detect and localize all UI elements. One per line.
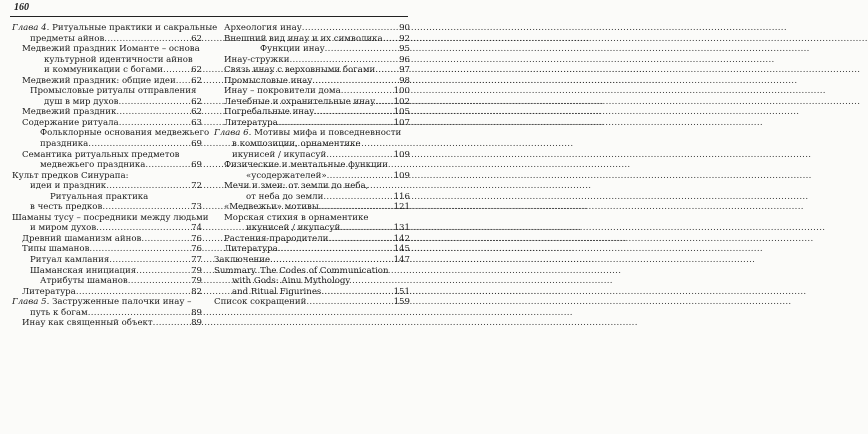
toc-entry[interactable] bbox=[12, 118, 202, 129]
toc-page-number: 89 bbox=[191, 318, 202, 329]
toc-entry-title: Ритуал камлания bbox=[30, 255, 110, 266]
leader-dots bbox=[88, 308, 190, 319]
toc-entry-title: Связь инау с верховными богами bbox=[224, 65, 376, 76]
toc-entry-line bbox=[12, 287, 202, 298]
toc-page-number: 76 bbox=[191, 244, 202, 255]
toc-entry-line bbox=[12, 34, 202, 45]
leader-dots bbox=[141, 234, 190, 245]
toc-entry-title: Медвежий праздник bbox=[22, 107, 117, 118]
toc-entry[interactable] bbox=[12, 255, 202, 266]
toc-entry-title: идеи и праздник bbox=[30, 181, 107, 192]
toc-entry[interactable] bbox=[12, 150, 202, 171]
toc-entry-line bbox=[214, 244, 410, 255]
toc-page-number: 76 bbox=[191, 233, 202, 244]
toc-page-number: 69 bbox=[191, 139, 202, 150]
toc-entry-title: Инау-стружки bbox=[224, 54, 290, 65]
leader-dots bbox=[340, 223, 392, 234]
toc-entry[interactable] bbox=[214, 128, 410, 160]
toc-page-number: 100 bbox=[393, 86, 410, 97]
toc-entry-title: в честь предков bbox=[30, 202, 103, 213]
toc-page-number: 131 bbox=[393, 223, 410, 234]
toc-entry[interactable] bbox=[214, 97, 410, 108]
toc-page-number: 97 bbox=[399, 65, 410, 76]
leader-dots bbox=[312, 76, 398, 87]
toc-entry[interactable] bbox=[214, 255, 410, 266]
toc-entry-line: Мечи и змеи: от земли до неба, bbox=[224, 181, 369, 192]
toc-entry-line bbox=[12, 97, 202, 108]
toc-entry-title: Список сокращений bbox=[214, 297, 307, 308]
toc-entry-line bbox=[12, 234, 202, 245]
leader-dots bbox=[323, 192, 392, 203]
toc-entry-line bbox=[214, 255, 410, 266]
leader-dots bbox=[116, 107, 190, 118]
toc-entry-title: душ в мир духов bbox=[44, 96, 119, 107]
leader-dots bbox=[375, 65, 398, 76]
leader-dots bbox=[278, 118, 393, 129]
header-rule bbox=[10, 16, 408, 17]
leader-dots bbox=[119, 118, 190, 129]
toc-entry-line bbox=[12, 118, 202, 129]
toc-entry[interactable] bbox=[12, 128, 210, 150]
toc-entry-line: Промысловые ритуалы отправления bbox=[30, 86, 197, 97]
toc-entry-line: Физические и ментальные функции bbox=[224, 160, 388, 171]
toc-entry-line bbox=[12, 160, 202, 171]
toc-entry-title: Археология инау bbox=[224, 23, 302, 33]
toc-page-number: 109 bbox=[393, 170, 410, 181]
toc-entry-line bbox=[214, 223, 410, 234]
toc-entry-line bbox=[12, 202, 202, 213]
toc-entry[interactable] bbox=[214, 86, 410, 97]
chapter-label: Глава 6. bbox=[214, 128, 252, 139]
toc-entry[interactable] bbox=[12, 107, 202, 118]
toc-entry-line: Глава 4. Ритуальные практики и сакральные bbox=[12, 23, 218, 33]
toc-page-number: 72 bbox=[191, 181, 202, 192]
leader-dots bbox=[306, 297, 392, 308]
toc-entry-line: Фольклорные основания медвежьего bbox=[40, 128, 210, 139]
toc-entry-line bbox=[214, 65, 410, 76]
leader-dots bbox=[145, 160, 190, 171]
leader-dots bbox=[326, 150, 392, 161]
leader-dots bbox=[341, 86, 393, 97]
toc-entry-title: предметы айнов bbox=[30, 33, 105, 44]
toc-entry[interactable] bbox=[12, 266, 202, 277]
toc-entry-line bbox=[12, 276, 202, 287]
toc-entry-line bbox=[214, 234, 410, 245]
toc-entry-line bbox=[214, 202, 410, 213]
toc-entry[interactable] bbox=[214, 65, 410, 76]
toc-entry-title: путь к богам bbox=[30, 307, 88, 318]
page-number: 160 bbox=[14, 2, 29, 13]
toc-entry-line bbox=[214, 297, 410, 308]
toc-entry-title: Типы шаманов bbox=[22, 244, 90, 255]
toc-entry-line bbox=[214, 171, 410, 182]
toc-entry-title: Растения-прародители bbox=[224, 233, 329, 244]
toc-page-number: 73 bbox=[191, 202, 202, 213]
toc-page-number: 107 bbox=[393, 117, 410, 128]
toc-entry[interactable] bbox=[214, 181, 410, 202]
toc-entry-title: «усодержателей» bbox=[246, 170, 327, 181]
toc-page-number: 69 bbox=[191, 160, 202, 171]
chapter-label: Глава 4. bbox=[12, 23, 50, 33]
toc-entry-line bbox=[12, 76, 202, 87]
toc-page-number: 121 bbox=[393, 202, 410, 213]
leader-dots bbox=[128, 276, 190, 287]
toc-entry-line bbox=[214, 107, 410, 118]
toc-entry-title: Инау – покровители дома bbox=[224, 86, 341, 97]
toc-page-number: 102 bbox=[393, 96, 410, 107]
toc-entry[interactable] bbox=[214, 118, 410, 129]
toc-entry-line bbox=[214, 287, 410, 298]
leader-dots bbox=[314, 107, 392, 118]
toc-page-number: 105 bbox=[393, 107, 410, 118]
toc-page-number: 159 bbox=[393, 297, 410, 308]
toc-page-number: 95 bbox=[399, 44, 410, 55]
toc-entry-line bbox=[214, 23, 410, 34]
chapter-label: Глава 5. bbox=[12, 297, 50, 308]
toc-page-number: 77 bbox=[191, 255, 202, 266]
toc-page-number: 151 bbox=[393, 286, 410, 297]
toc-page bbox=[0, 0, 416, 434]
toc-page-number: 98 bbox=[399, 75, 410, 86]
toc-entry[interactable] bbox=[214, 297, 410, 308]
toc-entry-title: Атрибуты шаманов bbox=[40, 276, 128, 287]
toc-page-number: 96 bbox=[399, 54, 410, 65]
toc-entry[interactable] bbox=[12, 287, 202, 298]
toc-entry-line: Культ предков Синурапа: bbox=[12, 170, 129, 181]
toc-entry[interactable] bbox=[214, 76, 410, 87]
leader-dots bbox=[176, 76, 190, 87]
toc-entry-title: Литература bbox=[224, 117, 278, 128]
toc-entry-title: Погребальные инау bbox=[224, 107, 315, 118]
toc-column-right bbox=[214, 23, 410, 308]
leader-dots bbox=[328, 234, 392, 245]
toc-entry-title: Медвежий праздник: общие идеи bbox=[22, 75, 176, 86]
toc-entry[interactable] bbox=[12, 234, 202, 245]
toc-entry-line: Глава 5. Заструженные палочки инау – bbox=[12, 297, 192, 308]
toc-page-number: 62 bbox=[191, 75, 202, 86]
toc-entry[interactable] bbox=[12, 297, 202, 318]
toc-page-number: 90 bbox=[399, 23, 410, 33]
toc-entry-title: Лечебные и охранительные инау bbox=[224, 96, 376, 107]
toc-entry-line bbox=[12, 107, 202, 118]
toc-entry[interactable] bbox=[214, 202, 410, 213]
leader-dots bbox=[325, 44, 398, 55]
leader-dots bbox=[383, 34, 398, 45]
toc-entry-line bbox=[12, 65, 202, 76]
toc-entry-line bbox=[214, 55, 410, 66]
toc-entry[interactable] bbox=[214, 266, 410, 298]
toc-entry-line: Summary. The Codes of Communication bbox=[214, 265, 389, 276]
toc-entry-title: Литература bbox=[224, 244, 278, 255]
toc-page-number: 62 bbox=[191, 65, 202, 76]
toc-entry-title: Заключение bbox=[214, 255, 271, 266]
toc-entry[interactable] bbox=[12, 23, 218, 44]
toc-entry-line bbox=[214, 86, 410, 97]
toc-entry-line: Глава 6. Мотивы мифа и повседневности bbox=[214, 128, 402, 139]
toc-entry-title: and Ritual Figurines bbox=[232, 286, 322, 297]
toc-page-number: 62 bbox=[191, 107, 202, 118]
toc-entry-title: Шаманская инициация bbox=[30, 265, 137, 276]
toc-entry-title: праздника bbox=[40, 139, 89, 150]
toc-page-number: 147 bbox=[393, 255, 410, 266]
toc-entry-line bbox=[12, 223, 202, 234]
toc-entry[interactable] bbox=[214, 160, 410, 181]
toc-entry-title: Внешний вид инау и их символика bbox=[224, 33, 383, 44]
toc-entry[interactable] bbox=[214, 234, 410, 245]
toc-entry[interactable] bbox=[12, 171, 202, 192]
leader-dots bbox=[375, 97, 392, 108]
toc-page-number: 79 bbox=[191, 276, 202, 287]
toc-page-number: 92 bbox=[399, 33, 410, 44]
toc-entry-line: Семантика ритуальных предметов bbox=[22, 149, 180, 160]
leader-dots bbox=[278, 244, 393, 255]
toc-entry-line: Морская стихия в орнаментике bbox=[224, 212, 369, 223]
toc-entry-line: в композиции, орнаментике bbox=[232, 139, 361, 150]
toc-entry-line bbox=[12, 308, 202, 319]
toc-page-number: 116 bbox=[393, 191, 410, 202]
leader-dots bbox=[88, 139, 190, 150]
toc-page-number: 89 bbox=[191, 307, 202, 318]
toc-entry-title: Литература bbox=[22, 286, 76, 297]
toc-entry-title: и коммуникации с богами bbox=[44, 65, 164, 76]
toc-entry[interactable] bbox=[214, 107, 410, 118]
leader-dots bbox=[104, 34, 190, 45]
leader-dots bbox=[102, 202, 190, 213]
toc-entry[interactable] bbox=[214, 23, 410, 34]
leader-dots bbox=[136, 266, 190, 277]
leader-dots bbox=[119, 97, 191, 108]
toc-page-number: 82 bbox=[191, 286, 202, 297]
toc-entry[interactable] bbox=[12, 76, 202, 87]
leader-dots bbox=[302, 23, 398, 34]
toc-entry-line bbox=[214, 76, 410, 87]
toc-entry-title: Промысловые инау bbox=[224, 75, 313, 86]
toc-entry-line bbox=[214, 118, 410, 129]
toc-entry-line bbox=[12, 318, 202, 329]
leader-dots bbox=[321, 287, 392, 298]
leader-dots bbox=[319, 202, 393, 213]
toc-entry-line: Медвежий праздник Иоманте – основа bbox=[22, 44, 200, 55]
toc-entry[interactable] bbox=[12, 44, 202, 76]
toc-entry-line bbox=[12, 181, 202, 192]
leader-dots bbox=[153, 318, 190, 329]
toc-entry-line bbox=[12, 255, 202, 266]
toc-column-left bbox=[12, 23, 218, 329]
toc-entry-title: Инау как священный объект bbox=[22, 318, 153, 329]
toc-entry-title: Функции инау bbox=[260, 44, 325, 55]
toc-entry-line bbox=[12, 266, 202, 277]
toc-entry[interactable] bbox=[214, 244, 410, 255]
toc-entry[interactable] bbox=[214, 55, 410, 66]
toc-page-number: 62 bbox=[191, 96, 202, 107]
toc-entry-line bbox=[214, 44, 410, 55]
toc-entry-title: «Медвежьи» мотивы bbox=[224, 202, 319, 213]
leader-dots bbox=[106, 181, 190, 192]
toc-entry[interactable] bbox=[12, 318, 202, 329]
leader-dots bbox=[270, 255, 392, 266]
toc-entry-title: икунисей / икупасуй bbox=[246, 223, 341, 234]
toc-entry[interactable] bbox=[214, 213, 410, 234]
leader-dots bbox=[96, 223, 190, 234]
toc-page-number: 145 bbox=[393, 244, 410, 255]
toc-page-number: 142 bbox=[393, 233, 410, 244]
toc-entry-line bbox=[214, 97, 410, 108]
toc-entry-line: Шаманы тусу – посредники между людьми bbox=[12, 212, 209, 223]
leader-dots bbox=[76, 287, 190, 298]
toc-entry[interactable] bbox=[12, 192, 202, 213]
toc-entry-line: with Gods: Ainu Mythology bbox=[232, 276, 351, 287]
toc-entry-title: и миром духов bbox=[30, 223, 97, 234]
toc-entry-title: Содержание ритуала bbox=[22, 117, 119, 128]
toc-entry[interactable] bbox=[214, 34, 410, 45]
toc-entry[interactable] bbox=[12, 276, 202, 287]
leader-dots bbox=[289, 55, 398, 66]
toc-entry-line bbox=[214, 192, 410, 203]
toc-entry[interactable] bbox=[214, 44, 410, 55]
toc-entry[interactable] bbox=[12, 244, 202, 255]
leader-dots bbox=[109, 255, 190, 266]
toc-entry-title: от неба до земли bbox=[246, 191, 324, 202]
toc-entry-title: медвежьего праздника bbox=[40, 160, 146, 171]
leader-dots bbox=[327, 171, 393, 182]
toc-page-number: 79 bbox=[191, 265, 202, 276]
toc-page-number: 62 bbox=[191, 33, 202, 44]
toc-entry[interactable] bbox=[12, 86, 202, 107]
toc-entry-line bbox=[214, 34, 410, 45]
toc-entry-title: Древний шаманизм айнов bbox=[22, 233, 142, 244]
leader-dots bbox=[89, 244, 190, 255]
toc-page-number: 74 bbox=[191, 223, 202, 234]
leader-dots bbox=[163, 65, 190, 76]
toc-entry[interactable] bbox=[12, 212, 209, 234]
toc-entry-line bbox=[12, 244, 202, 255]
toc-entry-title: икунисей / икупасуй bbox=[232, 149, 327, 160]
toc-entry-line: Ритуальная практика bbox=[50, 191, 149, 202]
toc-entry-line: культурной идентичности айнов bbox=[44, 54, 193, 65]
toc-entry-line bbox=[214, 150, 410, 161]
toc-entry-line bbox=[12, 139, 202, 150]
toc-page-number: 109 bbox=[393, 149, 410, 160]
toc-page-number: 63 bbox=[191, 117, 202, 128]
